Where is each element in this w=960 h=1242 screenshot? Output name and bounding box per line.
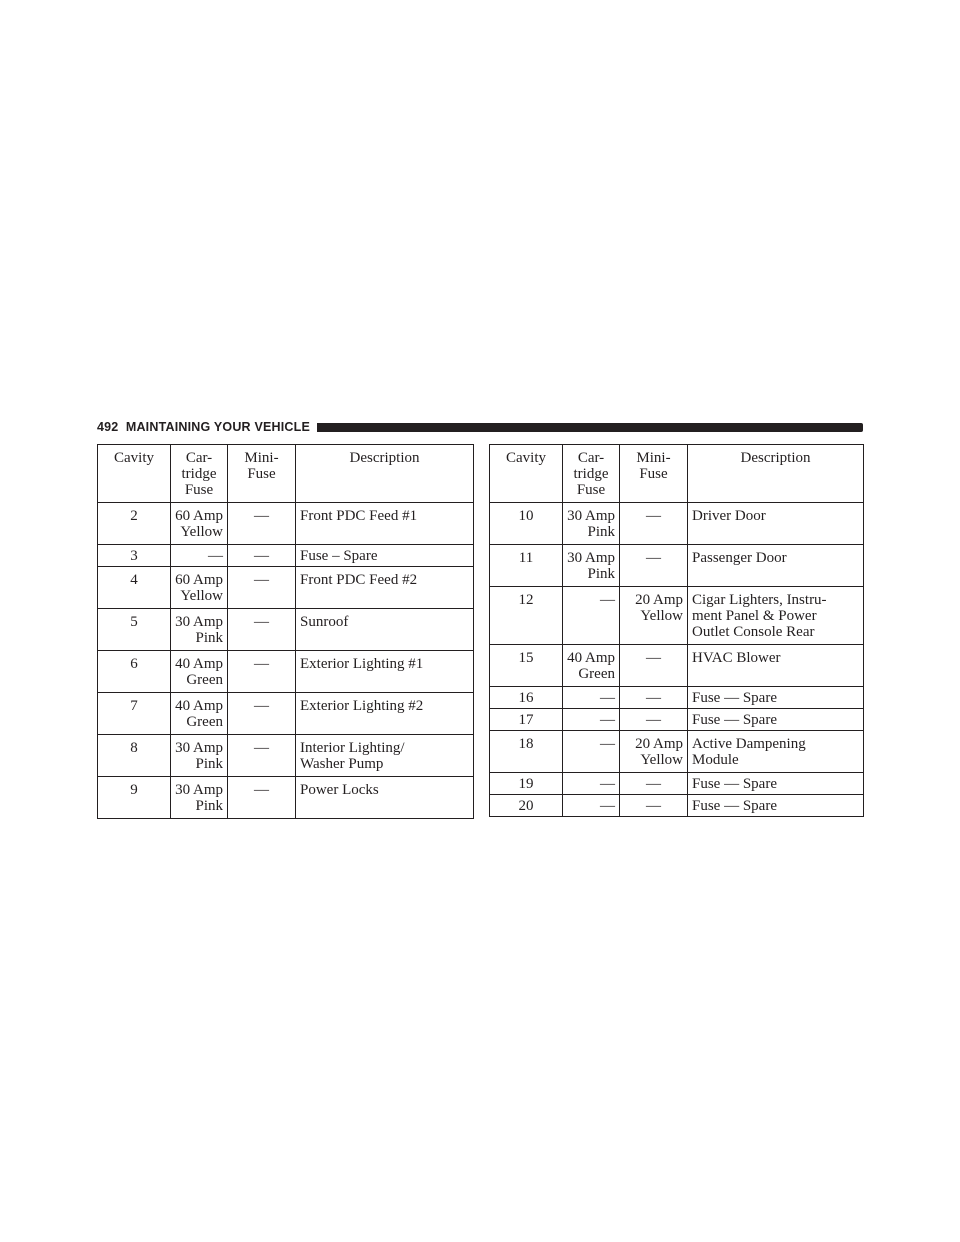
cell-cartridge: 40 Amp Green	[171, 693, 228, 735]
cell-description: Sunroof	[296, 609, 474, 651]
cell-description: Passenger Door	[688, 545, 864, 587]
page-header	[97, 417, 863, 437]
cell-mini: —	[620, 709, 688, 731]
table-row	[490, 645, 864, 687]
cell-cavity: 11	[490, 545, 563, 587]
cell-description: Fuse — Spare	[688, 709, 864, 731]
col-header-cartridge: Car- tridge Fuse	[171, 445, 228, 503]
table-row	[98, 651, 474, 693]
cell-cartridge: —	[563, 709, 620, 731]
cell-mini: —	[620, 795, 688, 817]
col-header-mini: Mini- Fuse	[620, 445, 688, 503]
cell-cartridge: 60 Amp Yellow	[171, 567, 228, 609]
cell-mini: —	[228, 777, 296, 819]
cell-cartridge: —	[563, 731, 620, 773]
col-header-cavity: Cavity	[98, 445, 171, 503]
cell-cavity: 7	[98, 693, 171, 735]
cell-mini: —	[620, 773, 688, 795]
cell-cavity: 19	[490, 773, 563, 795]
table-row	[98, 609, 474, 651]
header-rule	[317, 423, 863, 432]
cell-cartridge: 60 Amp Yellow	[171, 503, 228, 545]
table-header-row	[98, 445, 474, 503]
section-title: MAINTAINING YOUR VEHICLE	[125, 420, 311, 434]
table-row	[98, 693, 474, 735]
cell-cavity: 6	[98, 651, 171, 693]
cell-description: Exterior Lighting #1	[296, 651, 474, 693]
cell-cartridge: —	[563, 587, 620, 645]
cell-mini: —	[620, 545, 688, 587]
table-row	[98, 545, 474, 567]
table-body	[98, 503, 474, 819]
cell-cavity: 9	[98, 777, 171, 819]
col-header-cartridge: Car- tridge Fuse	[563, 445, 620, 503]
table-row	[490, 687, 864, 709]
cell-description: Active Dampening Module	[688, 731, 864, 773]
table-row	[490, 587, 864, 645]
cell-cavity: 4	[98, 567, 171, 609]
cell-description: HVAC Blower	[688, 645, 864, 687]
cell-description: Exterior Lighting #2	[296, 693, 474, 735]
cell-cartridge: 40 Amp Green	[563, 645, 620, 687]
cell-description: Interior Lighting/ Washer Pump	[296, 735, 474, 777]
table-row	[490, 709, 864, 731]
cell-cavity: 3	[98, 545, 171, 567]
cell-cavity: 17	[490, 709, 563, 731]
cell-cartridge: —	[563, 773, 620, 795]
cell-cavity: 8	[98, 735, 171, 777]
table-header-row	[490, 445, 864, 503]
cell-description: Driver Door	[688, 503, 864, 545]
table-body	[490, 503, 864, 817]
cell-description: Front PDC Feed #1	[296, 503, 474, 545]
cell-mini: —	[228, 609, 296, 651]
table-row	[98, 567, 474, 609]
cell-cartridge: —	[563, 687, 620, 709]
cell-cavity: 2	[98, 503, 171, 545]
table-row	[490, 503, 864, 545]
cell-cavity: 16	[490, 687, 563, 709]
cell-description: Power Locks	[296, 777, 474, 819]
cell-description: Fuse – Spare	[296, 545, 474, 567]
cell-mini: —	[228, 567, 296, 609]
cell-cartridge: 40 Amp Green	[171, 651, 228, 693]
cell-description: Cigar Lighters, Instru- ment Panel & Power Outlet Console Rear	[688, 587, 864, 645]
cell-description: Fuse — Spare	[688, 687, 864, 709]
cell-mini: —	[228, 693, 296, 735]
cell-mini: —	[620, 503, 688, 545]
cell-cartridge: —	[171, 545, 228, 567]
table-row	[490, 545, 864, 587]
cell-mini: 20 Amp Yellow	[620, 587, 688, 645]
col-header-cavity: Cavity	[490, 445, 563, 503]
fuse-table-right	[489, 444, 864, 817]
cell-description: Fuse — Spare	[688, 795, 864, 817]
cell-cavity: 5	[98, 609, 171, 651]
table-row	[98, 735, 474, 777]
cell-cavity: 15	[490, 645, 563, 687]
cell-mini: —	[620, 687, 688, 709]
cell-cavity: 12	[490, 587, 563, 645]
cell-cartridge: 30 Amp Pink	[171, 735, 228, 777]
cell-description: Front PDC Feed #2	[296, 567, 474, 609]
cell-mini: —	[620, 645, 688, 687]
page-number: 492	[97, 420, 119, 434]
col-header-description: Description	[296, 445, 474, 503]
cell-cavity: 20	[490, 795, 563, 817]
table-row	[490, 773, 864, 795]
fuse-table-left	[97, 444, 474, 819]
col-header-mini: Mini- Fuse	[228, 445, 296, 503]
cell-cartridge: 30 Amp Pink	[171, 777, 228, 819]
cell-mini: 20 Amp Yellow	[620, 731, 688, 773]
cell-mini: —	[228, 735, 296, 777]
table-row	[98, 777, 474, 819]
cell-cavity: 10	[490, 503, 563, 545]
cell-cartridge: 30 Amp Pink	[563, 545, 620, 587]
cell-cavity: 18	[490, 731, 563, 773]
page-header-text	[97, 420, 310, 434]
table-row	[98, 503, 474, 545]
cell-description: Fuse — Spare	[688, 773, 864, 795]
cell-cartridge: 30 Amp Pink	[563, 503, 620, 545]
table-row	[490, 795, 864, 817]
cell-mini: —	[228, 545, 296, 567]
col-header-description: Description	[688, 445, 864, 503]
cell-mini: —	[228, 651, 296, 693]
table-row	[490, 731, 864, 773]
cell-mini: —	[228, 503, 296, 545]
cell-cartridge: —	[563, 795, 620, 817]
cell-cartridge: 30 Amp Pink	[171, 609, 228, 651]
